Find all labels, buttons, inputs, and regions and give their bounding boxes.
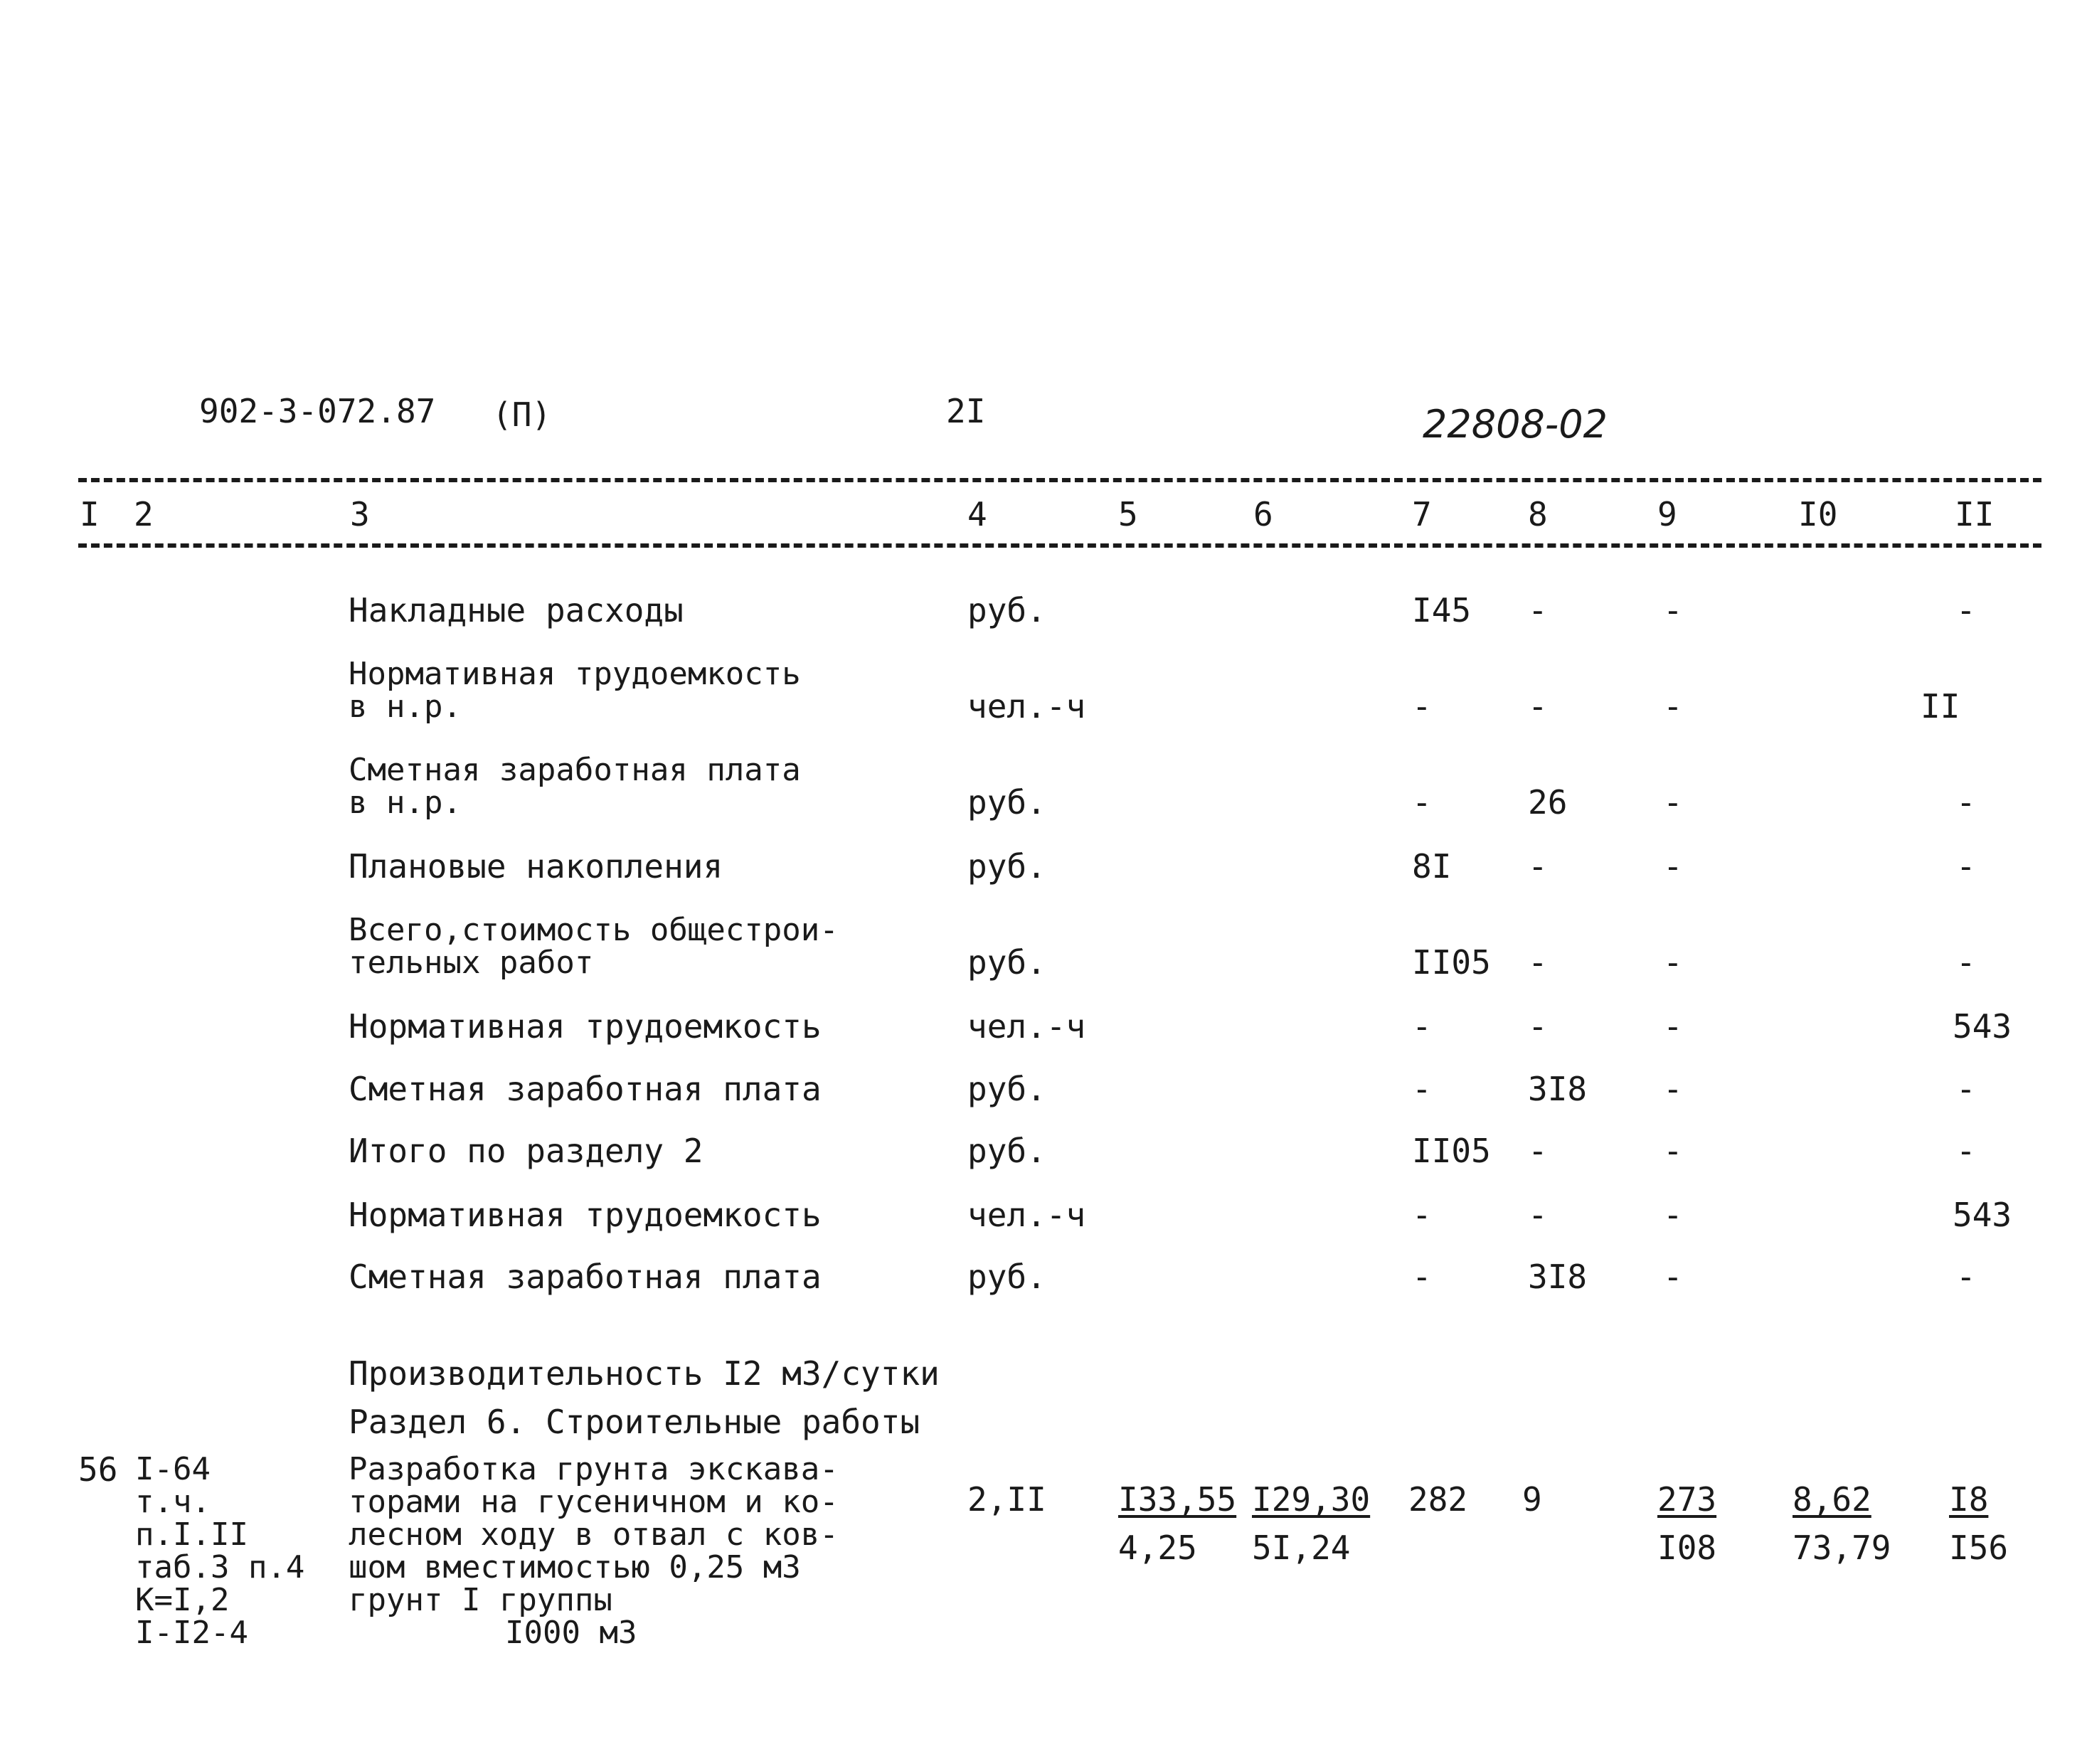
row-name: Сметная заработная плата [349,1070,822,1108]
row-col8: - [1528,1196,1548,1234]
row-col9: - [1663,783,1683,822]
item-col11-top: I8 [1949,1480,1989,1519]
item-col9-bottom: I08 [1657,1529,1717,1567]
row-col8: - [1528,591,1548,629]
part-label: (П) [492,395,552,434]
row-name: Сметная заработная плата [349,752,801,788]
col-number-2: 2 [134,495,154,533]
item-code-line: таб.3 п.4 [135,1549,305,1585]
row-unit: руб. [967,1258,1046,1296]
item-code-line: I-64 [135,1451,211,1487]
row-col7: - [1412,1258,1432,1296]
row-col11: - [1956,783,1976,822]
row-unit: чел.-ч [967,1007,1086,1046]
row-name-line2: в н.р. [349,689,462,725]
col-number-3: 3 [350,495,370,533]
row-name: Нормативная трудоемкость [349,1196,822,1234]
col-number-1: I [80,495,100,533]
item-unit-line: I000 м3 [505,1615,637,1651]
page-number: 2I [946,392,986,430]
row-name: Сметная заработная плата [349,1258,822,1296]
row-col9: - [1663,1007,1683,1046]
row-unit: руб. [967,1132,1046,1170]
item-code-line: К=I,2 [135,1582,230,1618]
row-name: Плановые накопления [349,847,723,886]
item-code-line: I-I2-4 [135,1615,248,1651]
row-name: Нормативная трудоемкость [349,656,801,692]
row-col7: II05 [1412,1132,1491,1170]
item-col6-top: I29,30 [1252,1480,1371,1519]
item-col9-top: 273 [1657,1480,1717,1519]
row-col9: - [1663,687,1683,726]
row-col11: - [1956,1258,1976,1296]
row-name: Накладные расходы [349,591,684,629]
row-col7: 8I [1412,847,1452,886]
row-unit: руб. [967,1070,1046,1108]
row-col9: - [1663,591,1683,629]
item-col8: 9 [1522,1480,1542,1519]
item-desc-line: шом вместимостью 0,25 м3 [349,1549,801,1585]
row-col8: 3I8 [1528,1258,1588,1296]
item-col4: 2,II [967,1480,1046,1519]
row-col9: - [1663,1258,1683,1296]
row-col11: - [1956,1132,1976,1170]
row-col8: 3I8 [1528,1070,1588,1108]
item-number: 56 [78,1450,118,1489]
row-unit: руб. [967,783,1046,822]
row-name: Итого по разделу 2 [349,1132,703,1170]
item-desc-line: торами на гусеничном и ко- [349,1484,839,1520]
row-unit: руб. [967,847,1046,886]
row-col11: - [1956,1070,1976,1108]
col-number-8: 8 [1528,495,1548,533]
row-name: Нормативная трудоемкость [349,1007,822,1046]
document-number: 22808-02 [1423,402,1608,447]
col-number-6: 6 [1253,495,1273,533]
row-col11: - [1956,943,1976,982]
item-col5-bottom: 4,25 [1118,1529,1197,1567]
item-col7: 282 [1408,1480,1468,1519]
row-col11: - [1956,847,1976,886]
row-col11: 543 [1953,1007,2012,1046]
row-col7: - [1412,687,1432,726]
productivity-line: Производительность I2 м3/сутки [349,1354,940,1393]
row-col11: 543 [1953,1196,2012,1234]
row-name-line2: тельных работ [349,945,594,981]
item-col11-bottom: I56 [1949,1529,2009,1567]
column-header-top-rule [78,478,2041,482]
column-header-bottom-rule [78,543,2041,548]
item-desc-line: лесном ходу в отвал с ков- [349,1516,839,1553]
row-col8: - [1528,943,1548,982]
row-unit: руб. [967,591,1046,629]
project-code: 902-3-072.87 [199,392,436,430]
row-col9: - [1663,943,1683,982]
item-col10-bottom: 73,79 [1793,1529,1891,1567]
row-col9: - [1663,1070,1683,1108]
row-col8: 26 [1528,783,1568,822]
col-number-4: 4 [967,495,987,533]
col-number-9: 9 [1657,495,1677,533]
row-unit: чел.-ч [967,1196,1086,1234]
item-col6-bottom: 5I,24 [1252,1529,1351,1567]
item-col5-top: I33,55 [1118,1480,1237,1519]
col-number-5: 5 [1118,495,1138,533]
row-col7: - [1412,783,1432,822]
row-unit: руб. [967,943,1046,982]
row-col7: II05 [1412,943,1491,982]
row-col11: - [1956,591,1976,629]
row-col8: - [1528,687,1548,726]
row-name-line2: в н.р. [349,785,462,821]
row-unit: чел.-ч [967,687,1086,726]
row-col9: - [1663,1132,1683,1170]
row-col8: - [1528,847,1548,886]
item-code-line: т.ч. [135,1484,211,1520]
row-col7: I45 [1412,591,1472,629]
col-number-7: 7 [1412,495,1432,533]
row-col9: - [1663,1196,1683,1234]
item-desc-line: Разработка грунта экскава- [349,1451,839,1487]
item-code-line: п.I.II [135,1516,248,1553]
row-col9: - [1663,847,1683,886]
item-desc-line: грунт I группы [349,1582,612,1618]
row-col7: - [1412,1196,1432,1234]
row-name: Всего,стоимость общестрои- [349,912,839,948]
row-col8: - [1528,1007,1548,1046]
section-title: Раздел 6. Строительные работы [349,1403,920,1441]
col-number-10: I0 [1798,495,1838,533]
row-col8: - [1528,1132,1548,1170]
row-col11: II [1921,687,1960,726]
row-col7: - [1412,1007,1432,1046]
row-col7: - [1412,1070,1432,1108]
item-col10-top: 8,62 [1793,1480,1871,1519]
col-number-11: II [1955,495,1995,533]
